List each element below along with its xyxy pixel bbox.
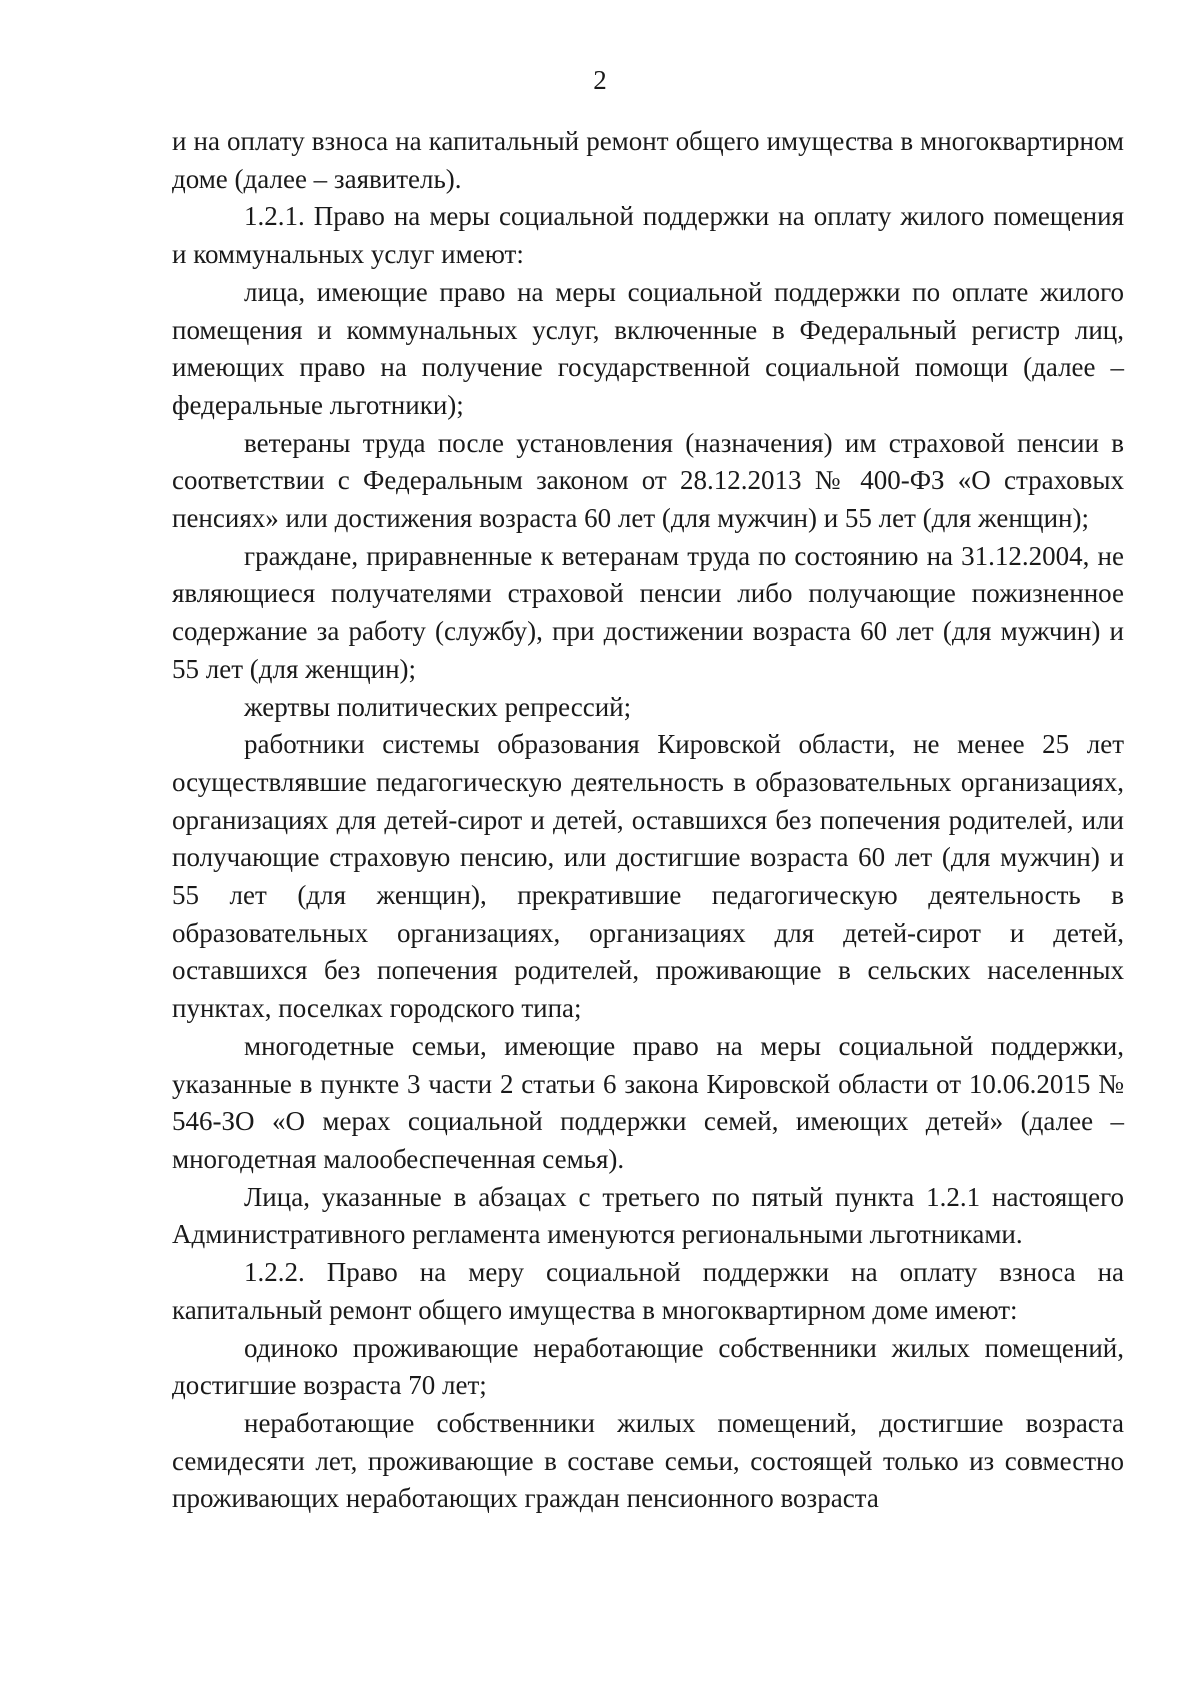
- paragraph-regional-beneficiaries: Лица, указанные в абзацах с третьего по пятый пункта 1.2.1 настоящего Административного регламента именуются региональными льготниками.: [172, 1181, 1124, 1250]
- paragraph-education-workers: работники системы образования Кировской области, не менее 25 лет осуществлявшие педагогическую деятельность в образовательных организациях, организациях для детей-сирот и детей, оставшихся без попечения родителей, или получающие страховую пенсию, или достигшие возраста 60 лет (для мужчин) и 55 лет (для женщин), прекратившие педагогическую деятельность в образовательных организациях, организациях для детей-сирот и детей, оставшихся без попечения родителей, проживающие в сельских населенных пунктах, поселках городского типа;: [172, 729, 1124, 1024]
- paragraph-equated-citizens: граждане, приравненные к ветеранам труда по состоянию на 31.12.2004, не являющиеся получателями страховой пенсии либо получающие пожизненное содержание за работу (службу), при достижении возраста 60 лет (для мужчин) и 55 лет (для женщин);: [172, 540, 1124, 684]
- document-body: [172, 123, 1124, 1518]
- paragraph-federal-beneficiaries: лица, имеющие право на меры социальной поддержки по оплате жилого помещения и коммунальных услуг, включенные в Федеральный регистр лиц, имеющих право на получение государственной социальной помощи (далее – федеральные льготники);: [172, 276, 1124, 420]
- page-number: 2: [593, 65, 607, 95]
- paragraph-family-owners: неработающие собственники жилых помещений, достигшие возраста семидесяти лет, проживающие в составе семьи, состоящей только из совместно проживающих неработающих граждан пенсионного возраста: [172, 1407, 1124, 1514]
- paragraph-continuation: и на оплату взноса на капитальный ремонт общего имущества в многоквартирном доме (далее – заявитель).: [172, 126, 1124, 194]
- paragraph-single-owners: одиноко проживающие неработающие собственники жилых помещений, достигшие возраста 70 лет;: [172, 1332, 1124, 1401]
- paragraph-1-2-2-heading: 1.2.2. Право на меру социальной поддержки на оплату взноса на капитальный ремонт общего имущества в многоквартирном доме имеют:: [172, 1257, 1124, 1325]
- paragraph-1-2-1-heading: 1.2.1. Право на меры социальной поддержки на оплату жилого помещения и коммунальных услуг имеют:: [172, 201, 1124, 270]
- paragraph-large-families: многодетные семьи, имеющие право на меры социальной поддержки, указанные в пункте 3 части 2 статьи 6 закона Кировской области от 10.06.2015 № 546-ЗО «О мерах социальной поддержки семей, имеющих детей» (далее – многодетная малообеспеченная семья).: [172, 1030, 1124, 1174]
- paragraph-labor-veterans: ветераны труда после установления (назначения) им страховой пенсии в соответствии с Федеральным законом от 28.12.2013 № 400-ФЗ «О страховых пенсиях» или достижения возраста 60 лет (для мужчин) и 55 лет (для женщин);: [172, 427, 1124, 534]
- paragraph-repression-victims: жертвы политических репрессий;: [244, 691, 632, 722]
